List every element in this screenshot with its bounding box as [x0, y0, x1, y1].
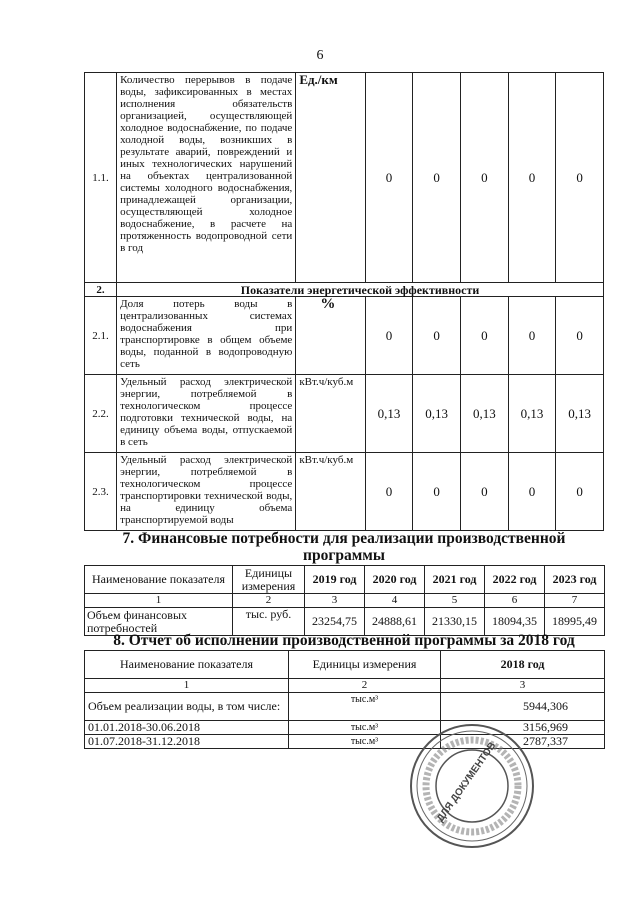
indicator-unit: Ед./км — [296, 73, 365, 283]
table-header-row — [85, 566, 605, 594]
value-cell: 0 — [413, 297, 461, 375]
indicator-unit: тыс. руб. — [233, 608, 305, 636]
stamp-text: ДЛЯ ДОКУМЕНТОВ — [435, 740, 499, 825]
value-cell: 3156,969 — [441, 721, 605, 735]
value-cell: 0 — [556, 453, 604, 531]
value-cell: 23254,75 — [305, 608, 365, 636]
indicator-name: 01.01.2018-30.06.2018 — [85, 721, 289, 735]
value-cell: 0 — [461, 73, 509, 283]
column-number: 2 — [233, 594, 305, 608]
value-cell: 18094,35 — [485, 608, 545, 636]
section-row — [85, 283, 604, 297]
row-number: 2.3. — [85, 453, 117, 531]
value-cell: 0 — [365, 73, 413, 283]
column-number: 5 — [425, 594, 485, 608]
value-cell: 0 — [508, 297, 556, 375]
value-cell: 0 — [365, 453, 413, 531]
indicator-unit: тыс.м³ — [289, 735, 441, 749]
value-cell: 0 — [556, 73, 604, 283]
value-cell: 18995,49 — [545, 608, 605, 636]
indicator-name: Количество перерывов в подаче воды, зафиксированных в местах исполнения обязательств организацией, осуществляющей холодное водоснабжение, по подаче холодной воды, возникших в результате аварий, повреждений и иных технологических нарушений на объектах централизованной системы холодного водоснабжения, принадлежащей организации, осуществляющей холодное водоснабжение, в расчете на протяженность водопроводной сети в год — [117, 73, 296, 283]
value-cell: 0,13 — [413, 375, 461, 453]
indicator-name: 01.07.2018-31.12.2018 — [85, 735, 289, 749]
column-header: 2023 год — [545, 566, 605, 594]
section-title: Показатели энергетической эффективности — [117, 283, 604, 297]
column-header: 2020 год — [365, 566, 425, 594]
value-cell: 2787,337 — [441, 735, 605, 749]
value-cell: 0,13 — [365, 375, 413, 453]
page-number: 6 — [316, 48, 324, 63]
table-row — [85, 453, 604, 531]
column-number: 6 — [485, 594, 545, 608]
table-row — [85, 297, 604, 375]
section-number: 2. — [85, 283, 117, 297]
value-cell: 0 — [413, 73, 461, 283]
value-cell: 0 — [461, 453, 509, 531]
column-number-row — [85, 679, 605, 693]
value-cell: 24888,61 — [365, 608, 425, 636]
value-cell: 0 — [556, 297, 604, 375]
indicator-unit: кВт.ч/куб.м — [296, 375, 365, 453]
indicator-name: Объем реализации воды, в том числе: — [85, 693, 289, 721]
section-7-heading: 7. Финансовые потребности для реализации производственной программы — [122, 530, 566, 564]
indicator-unit: тыс.м³ — [289, 693, 441, 721]
round-seal-stamp-icon — [408, 722, 536, 850]
table-header-row — [85, 651, 605, 679]
indicators-table — [84, 72, 604, 531]
value-cell: 0,13 — [461, 375, 509, 453]
row-number: 2.2. — [85, 375, 117, 453]
financial-needs-table — [84, 565, 605, 636]
column-number: 4 — [365, 594, 425, 608]
column-header: Единицы измерения — [289, 651, 441, 679]
indicator-name: Удельный расход электрической энергии, потребляемой в технологическом процессе подготовки технической воды, на единицу объема воды, отпускаемой в сеть — [117, 375, 296, 453]
value-cell: 0 — [508, 453, 556, 531]
value-cell: 0 — [413, 453, 461, 531]
indicator-unit: тыс.м³ — [289, 721, 441, 735]
section-8-heading: 8. Отчет об исполнении производственной программы за 2018 год — [113, 632, 575, 649]
value-cell: 0 — [508, 73, 556, 283]
column-number: 3 — [305, 594, 365, 608]
column-header: 2022 год — [485, 566, 545, 594]
row-number: 2.1. — [85, 297, 117, 375]
column-number: 2 — [289, 679, 441, 693]
value-cell: 5944,306 — [441, 693, 605, 721]
table-row — [85, 73, 604, 283]
value-cell: 0 — [461, 297, 509, 375]
indicator-name: Доля потерь воды в централизованных системах водоснабжения при транспортировке в общем объеме воды, поданной в водопроводную сеть — [117, 297, 296, 375]
column-header: Наименование показателя — [85, 566, 233, 594]
column-header: 2021 год — [425, 566, 485, 594]
column-header: Единицы измерения — [233, 566, 305, 594]
column-number: 1 — [85, 679, 289, 693]
column-header: Наименование показателя — [85, 651, 289, 679]
value-cell: 0,13 — [556, 375, 604, 453]
indicator-name: Удельный расход электрической энергии, потребляемой в технологическом процессе транспортировки технической воды, на единицу объема транспортируемой воды — [117, 453, 296, 531]
table-row — [85, 693, 605, 721]
column-number: 7 — [545, 594, 605, 608]
value-cell: 0,13 — [508, 375, 556, 453]
value-cell: 0 — [365, 297, 413, 375]
indicator-unit: кВт.ч/куб.м — [296, 453, 365, 531]
column-header: 2018 год — [441, 651, 605, 679]
value-cell: 21330,15 — [425, 608, 485, 636]
column-number-row — [85, 594, 605, 608]
row-number: 1.1. — [85, 73, 117, 283]
column-number: 1 — [85, 594, 233, 608]
indicator-name: Объем финансовых потребностей — [85, 608, 233, 636]
column-number: 3 — [441, 679, 605, 693]
column-header: 2019 год — [305, 566, 365, 594]
table-row — [85, 375, 604, 453]
indicator-unit: % — [296, 297, 365, 375]
